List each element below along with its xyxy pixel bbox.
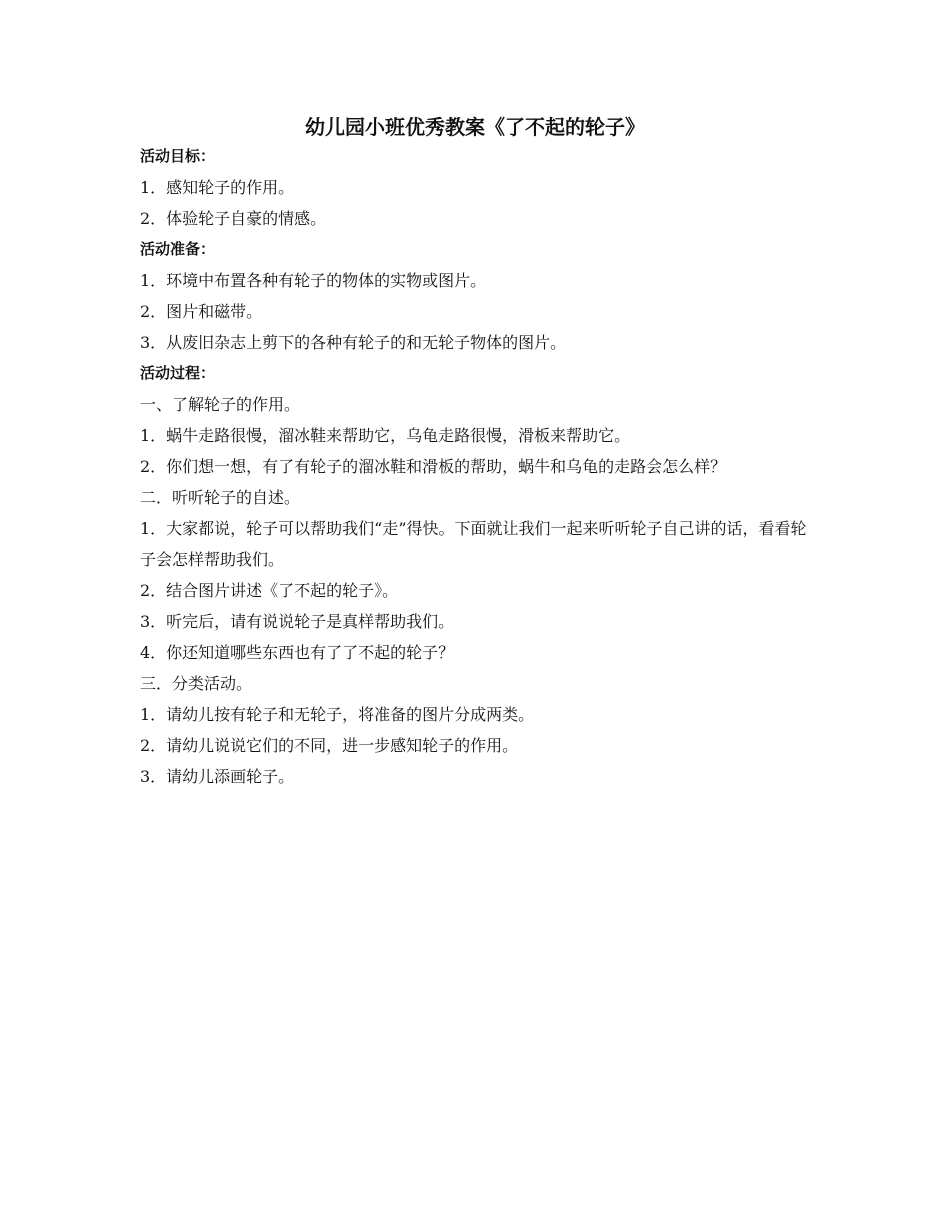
goal-item: 2．体验轮子自豪的情感。 [140, 209, 327, 228]
process-item: 1．大家都说，轮子可以帮助我们“走”得快。下面就让我们一起来听听轮子自己讲的话，看看轮子会怎样帮助我们。 [140, 519, 807, 569]
process-item: 4．你还知道哪些东西也有了了不起的轮子？ [140, 643, 455, 662]
process-part-title: 一、了解轮子的作用。 [140, 395, 301, 414]
process-item: 3．请幼儿添画轮子。 [140, 767, 295, 786]
process-part-title: 二．听听轮子的自述。 [140, 488, 301, 507]
process-part-title: 三．分类活动。 [140, 674, 253, 693]
section-heading-goals: 活动目标： [140, 147, 216, 165]
document-body [140, 141, 812, 792]
goal-item: 1．感知轮子的作用。 [140, 178, 295, 197]
preparation-item: 3．从废旧杂志上剪下的各种有轮子的和无轮子物体的图片。 [140, 333, 567, 352]
process-item: 1．蜗牛走路很慢，溜冰鞋来帮助它，乌龟走路很慢，滑板来帮助它。 [140, 426, 631, 445]
document-title: 幼儿园小班优秀教案《了不起的轮子》 [305, 115, 645, 139]
preparation-item: 1．环境中布置各种有轮子的物体的实物或图片。 [140, 271, 487, 290]
process-item: 2．结合图片讲述《了不起的轮子》。 [140, 581, 399, 600]
process-item: 2．你们想一想，有了有轮子的溜冰鞋和滑板的帮助，蜗牛和乌龟的走路会怎么样？ [140, 457, 727, 476]
preparation-item: 2．图片和磁带。 [140, 302, 263, 321]
process-item: 1．请幼儿按有轮子和无轮子，将准备的图片分成两类。 [140, 705, 535, 724]
process-item: 2．请幼儿说说它们的不同，进一步感知轮子的作用。 [140, 736, 519, 755]
process-item: 3．听完后，请有说说轮子是真样帮助我们。 [140, 612, 455, 631]
section-heading-preparation: 活动准备： [140, 240, 216, 258]
section-heading-process: 活动过程： [140, 364, 216, 382]
